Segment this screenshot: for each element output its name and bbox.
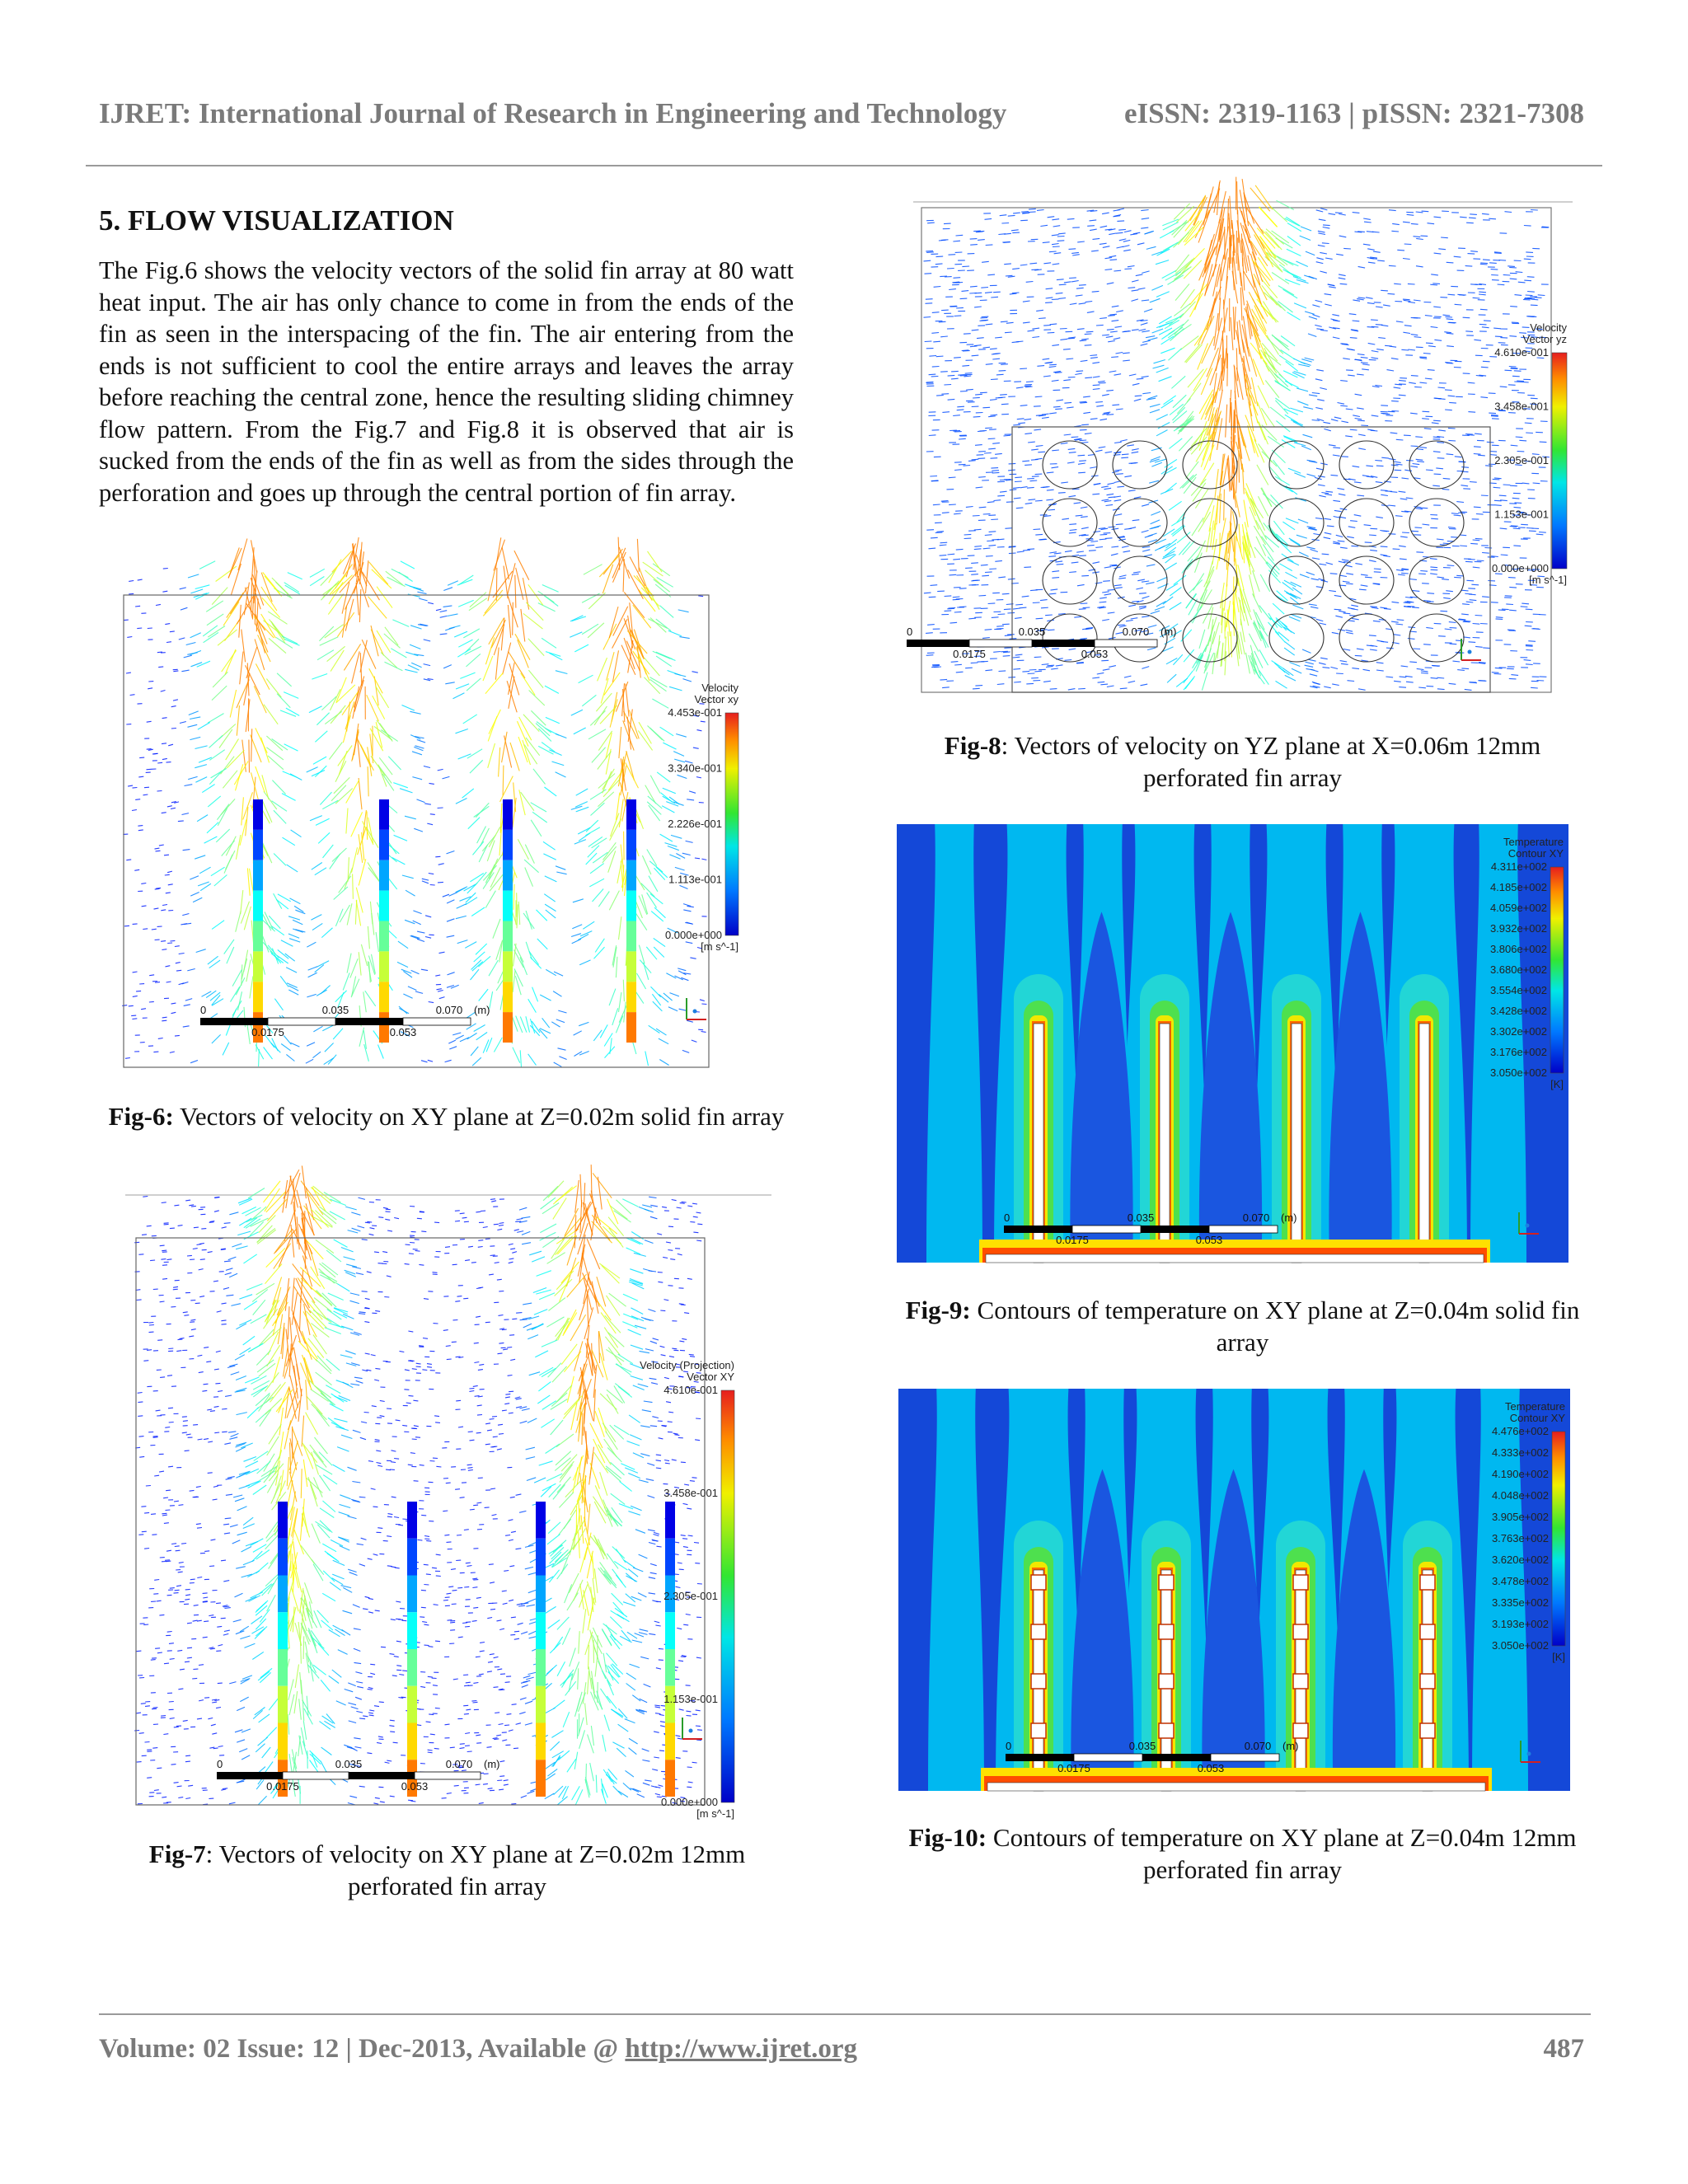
scale-label: 0 xyxy=(200,1004,207,1016)
scale-segment xyxy=(1006,1754,1074,1761)
scale-segment xyxy=(1211,1754,1279,1761)
legend-value: 4.333e+002 xyxy=(1491,1446,1549,1459)
scale-segment xyxy=(283,1772,349,1779)
scale-segment xyxy=(1004,1226,1072,1233)
perforation xyxy=(1031,1624,1046,1639)
scale-label: 0.053 xyxy=(1197,1762,1225,1774)
scale-segment xyxy=(217,1772,283,1779)
legend-value: 3.932e+002 xyxy=(1489,922,1547,935)
figure-10-temperature-perforated xyxy=(898,1389,1570,1791)
figure-6-velocity-solid xyxy=(122,569,773,1067)
header-rule xyxy=(86,165,1602,166)
legend-value: 4.311e+002 xyxy=(1490,860,1547,873)
perforation xyxy=(1420,1624,1435,1639)
scale-label: 0.070 xyxy=(445,1758,473,1770)
legend-value: 3.193e+002 xyxy=(1491,1618,1549,1630)
scale-label: 0 xyxy=(907,626,913,638)
figure-9-label: Fig-9: xyxy=(905,1296,971,1324)
scale-label: 0.035 xyxy=(335,1758,363,1770)
scale-label: 0.0175 xyxy=(1056,1234,1089,1246)
scale-label: 0.053 xyxy=(1195,1234,1223,1246)
figure-6-caption xyxy=(99,1100,794,1132)
scale-label: 0.0175 xyxy=(266,1780,299,1793)
perforation xyxy=(1420,1674,1435,1689)
velocity-plot xyxy=(134,1197,769,1820)
scale-segment xyxy=(415,1772,481,1779)
scale-segment xyxy=(268,1018,335,1025)
scale-segment xyxy=(1072,1226,1141,1233)
legend-value: 3.340e-001 xyxy=(668,762,722,775)
figure-8-caption-text: : Vectors of velocity on YZ plane at X=0.06m 12mm perforated fin array xyxy=(1001,731,1541,792)
scale-label: 0.070 xyxy=(1242,1212,1270,1224)
figure-9-caption xyxy=(894,1294,1591,1358)
scale-segment xyxy=(1141,1226,1209,1233)
scale-segment xyxy=(1095,640,1157,647)
scale-label: (m) xyxy=(1282,1740,1299,1752)
page-header xyxy=(99,97,1591,138)
journal-title: IJRET: International Journal of Research in Engineering and Technology xyxy=(99,97,1007,129)
scale-label: 0.070 xyxy=(435,1004,463,1016)
scale-label: (m) xyxy=(474,1004,490,1016)
scale-label: 0.035 xyxy=(1018,626,1046,638)
fin xyxy=(379,799,389,1043)
issn-numbers: eISSN: 2319-1163 | pISSN: 2321-7308 xyxy=(1123,97,1584,129)
footer-url-link[interactable]: http://www.ijret.org xyxy=(625,2034,858,2064)
legend-value: 3.554e+002 xyxy=(1489,984,1547,996)
velocity-plot xyxy=(907,203,1573,697)
legend-value: 3.680e+002 xyxy=(1489,963,1547,976)
legend-value: 3.620e+002 xyxy=(1491,1554,1549,1566)
legend-value: 3.050e+002 xyxy=(1491,1639,1549,1652)
legend-title: Velocity xyxy=(701,682,738,694)
legend-title: Temperature xyxy=(1503,836,1564,848)
legend-value: 3.458e-001 xyxy=(1494,400,1549,413)
scale-label: 0.070 xyxy=(1122,626,1150,638)
footer-volume-text: Volume: 02 Issue: 12 | Dec-2013, Available @ xyxy=(99,2034,626,2064)
legend-value: 3.428e+002 xyxy=(1489,1005,1547,1017)
scale-segment xyxy=(1209,1226,1278,1233)
legend-value: 4.610e-001 xyxy=(1494,346,1549,359)
fin xyxy=(626,799,636,1043)
fin xyxy=(1014,974,1063,1263)
scale-segment xyxy=(335,1018,403,1025)
legend-value: 0.000e+000 xyxy=(664,929,722,941)
fin xyxy=(503,799,513,1043)
legend-value: 0.000e+000 xyxy=(1491,562,1549,574)
page-number: 487 xyxy=(1543,2034,1584,2064)
legend-value: 1.113e-001 xyxy=(668,873,722,886)
fin xyxy=(1400,974,1449,1263)
scale-segment xyxy=(403,1018,471,1025)
legend-value: 3.905e+002 xyxy=(1491,1511,1549,1523)
temperature-plot xyxy=(898,1389,1570,1791)
legend-value: 3.763e+002 xyxy=(1491,1532,1549,1544)
scale-label: 0.035 xyxy=(1128,1740,1156,1752)
section-body: The Fig.6 shows the velocity vectors of the solid fin array at 80 watt heat input. The air has only chance to come in from the ends of the fin as seen in the interspacing of the fin. The air entering from the ends is not sufficient to cool the entire arrays and leaves the array before reaching the central zone, hence the resulting sliding chimney flow pattern. From the Fig.7 and Fig.8 it is observed that air is sucked from the ends of the fin as well as from the sides through the perforation and goes up through the central portion of fin array. xyxy=(99,256,794,507)
legend-colorbar xyxy=(1552,1432,1565,1646)
fin xyxy=(536,1502,546,1797)
scale-label: 0.053 xyxy=(401,1780,429,1793)
scale-segment xyxy=(1074,1754,1142,1761)
scale-label: 0.035 xyxy=(1127,1212,1155,1224)
scale-segment xyxy=(969,640,1032,647)
perforation xyxy=(1031,1674,1046,1689)
figure-8-velocity-yz xyxy=(907,203,1573,697)
scale-segment xyxy=(1142,1754,1211,1761)
scale-label: (m) xyxy=(1281,1212,1297,1224)
fin xyxy=(278,1502,288,1797)
scale-segment xyxy=(907,640,969,647)
perforation xyxy=(1159,1674,1174,1689)
legend-value: 4.476e+002 xyxy=(1491,1425,1549,1437)
legend-value: 1.153e-001 xyxy=(1494,508,1549,521)
velocity-plot xyxy=(122,569,773,1067)
legend-colorbar xyxy=(1550,867,1564,1073)
legend-value: 3.806e+002 xyxy=(1489,943,1547,955)
perforation xyxy=(1159,1575,1174,1590)
footer-volume xyxy=(99,2034,857,2064)
fin xyxy=(1014,1521,1063,1791)
legend-title: Velocity (Projection) xyxy=(640,1359,734,1371)
perforation xyxy=(1293,1674,1308,1689)
figure-9-temperature-solid xyxy=(897,824,1568,1263)
legend-value: 3.050e+002 xyxy=(1489,1066,1547,1079)
fin xyxy=(665,1502,675,1797)
perforation xyxy=(1420,1575,1435,1590)
temperature-plot xyxy=(897,824,1568,1263)
legend-title: Temperature xyxy=(1505,1400,1565,1413)
legend-title: Velocity xyxy=(1530,321,1567,334)
scale-label: 0.053 xyxy=(389,1026,417,1038)
figure-9-caption-text: Contours of temperature on XY plane at Z=0.04m solid fin array xyxy=(970,1296,1580,1357)
figure-8-label: Fig-8 xyxy=(944,731,1001,760)
legend-unit: [m s^-1] xyxy=(696,1807,734,1820)
legend-value: 4.453e-001 xyxy=(668,706,722,719)
legend-subtitle: Vector yz xyxy=(1522,333,1567,345)
section-title: 5. FLOW VISUALIZATION xyxy=(99,204,454,237)
scale-segment xyxy=(200,1018,268,1025)
perforation xyxy=(1293,1624,1308,1639)
footer-rule xyxy=(99,2013,1591,2015)
legend-value: 2.226e-001 xyxy=(668,818,722,830)
legend-subtitle: Vector xy xyxy=(694,693,738,705)
perforation xyxy=(1293,1723,1308,1738)
figure-8-caption xyxy=(894,729,1591,794)
legend-value: 4.059e+002 xyxy=(1489,902,1547,914)
legend-value: 3.302e+002 xyxy=(1489,1025,1547,1038)
scale-label: (m) xyxy=(1160,626,1177,638)
divider xyxy=(125,1194,771,1196)
perforation xyxy=(1159,1624,1174,1639)
figure-6-label: Fig-6: xyxy=(108,1102,174,1131)
perforation xyxy=(1031,1575,1046,1590)
scale-label: 0.0175 xyxy=(1057,1762,1090,1774)
legend-value: 3.176e+002 xyxy=(1489,1046,1547,1058)
scale-label: 0.053 xyxy=(1081,648,1109,660)
scale-label: 0.070 xyxy=(1244,1740,1272,1752)
legend-subtitle: Vector XY xyxy=(687,1371,734,1383)
fin xyxy=(253,799,263,1043)
scale-label: 0.035 xyxy=(321,1004,349,1016)
legend-subtitle: Contour XY xyxy=(1507,847,1564,860)
scale-label: 0.0175 xyxy=(953,648,986,660)
fin xyxy=(407,1502,417,1797)
scale-label: 0.0175 xyxy=(251,1026,284,1038)
scale-label: 0 xyxy=(1004,1212,1010,1224)
legend-colorbar xyxy=(1552,353,1567,569)
legend-value: 1.153e-001 xyxy=(663,1693,718,1705)
figure-6-caption-text: Vectors of velocity on XY plane at Z=0.02m solid fin array xyxy=(173,1102,785,1131)
figure-7-velocity-perforated xyxy=(134,1197,769,1820)
figure-7-caption xyxy=(140,1838,754,1902)
scale-label: (m) xyxy=(484,1758,500,1770)
scale-label: 0 xyxy=(217,1758,223,1770)
legend-value: 4.610e-001 xyxy=(663,1384,718,1396)
scale-segment xyxy=(1032,640,1095,647)
figure-10-caption xyxy=(894,1821,1591,1886)
legend-unit: [m s^-1] xyxy=(1529,574,1567,586)
perforation xyxy=(1159,1723,1174,1738)
figure-10-caption-text: Contours of temperature on XY plane at Z=0.04m 12mm perforated fin array xyxy=(987,1823,1577,1884)
legend-unit: [m s^-1] xyxy=(701,940,738,953)
figure-7-label: Fig-7 xyxy=(148,1840,206,1868)
legend-unit: [K] xyxy=(1550,1078,1564,1090)
scale-label: 0 xyxy=(1006,1740,1012,1752)
perforation xyxy=(1420,1723,1435,1738)
legend-value: 2.305e-001 xyxy=(1494,454,1549,466)
legend-value: 3.478e+002 xyxy=(1491,1575,1549,1587)
legend-value: 4.048e+002 xyxy=(1491,1489,1549,1502)
perforation xyxy=(1293,1575,1308,1590)
scale-segment xyxy=(349,1772,415,1779)
legend-unit: [K] xyxy=(1552,1651,1565,1663)
legend-value: 4.185e+002 xyxy=(1489,881,1547,893)
figure-10-label: Fig-10: xyxy=(908,1823,987,1852)
legend-value: 2.305e-001 xyxy=(663,1590,718,1602)
fin xyxy=(1403,1521,1452,1791)
legend-colorbar xyxy=(721,1390,734,1802)
legend-value: 0.000e+000 xyxy=(660,1796,718,1808)
legend-value: 4.190e+002 xyxy=(1491,1468,1549,1480)
figure-7-caption-text: : Vectors of velocity on XY plane at Z=0.02m 12mm perforated fin array xyxy=(205,1840,746,1900)
legend-value: 3.335e+002 xyxy=(1491,1596,1549,1609)
legend-value: 3.458e-001 xyxy=(663,1487,718,1499)
legend-colorbar xyxy=(725,713,738,935)
legend-subtitle: Contour XY xyxy=(1509,1412,1565,1424)
perforation xyxy=(1031,1723,1046,1738)
